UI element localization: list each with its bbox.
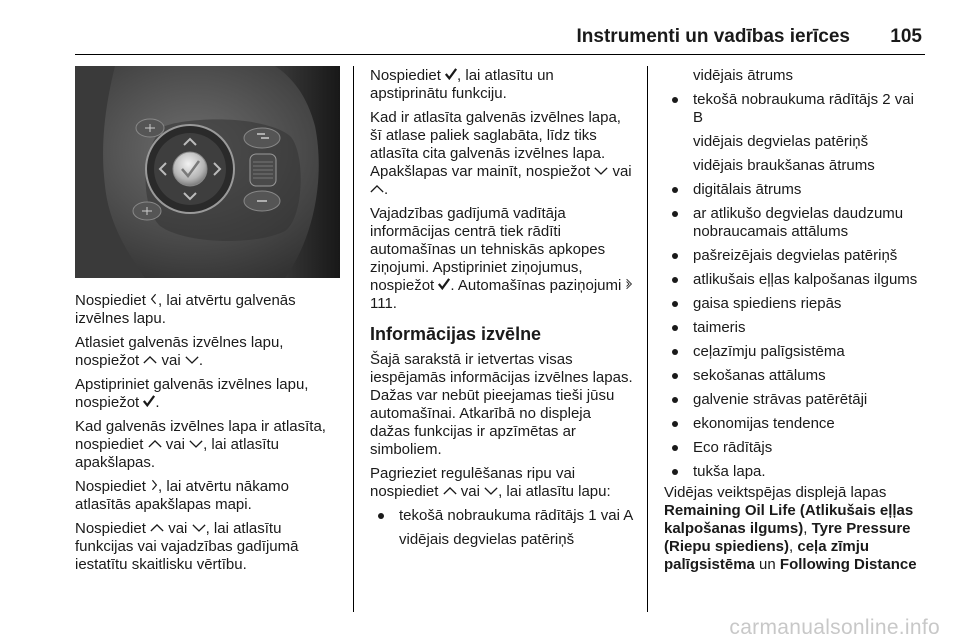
- chevron-down-icon: [484, 485, 498, 496]
- list-item: gaisa spiediens riepās: [664, 295, 926, 313]
- list-item: digitālais ātrums: [664, 181, 926, 199]
- column-2: [370, 67, 635, 555]
- chevron-right-icon: [150, 479, 158, 491]
- sub-item: vidējais braukšanas ātrums: [693, 157, 875, 174]
- list-item: atlikušais eļļas kalpošanas ilgums: [664, 271, 926, 289]
- list-item: Eco rādītājs: [664, 439, 926, 457]
- paragraph: Kad galvenās izvēlnes lapa ir atlasīta, nospiediet vai , lai atlasītu apakšlapas.: [75, 418, 326, 471]
- chevron-down-icon: [189, 438, 203, 449]
- chevron-down-icon: [185, 354, 199, 365]
- chevron-up-icon: [443, 485, 457, 496]
- paragraph: Vidējas veiktspējas displejā lapas Remaining Oil Life (Atlikušais eļļas kalpošanas ilgums), Tyre Pressure (Riepu spiediens), ceļa zīmju palīgsistēma un Following Distance: [664, 484, 917, 573]
- paragraph: Nospiediet vai , lai atlasītu funkcijas vai vajadzības gadījumā iestatītu skaitlisku vērtību.: [75, 520, 299, 573]
- list-item: ekonomijas tendence: [664, 415, 926, 433]
- chevron-left-icon: [150, 293, 158, 305]
- checkmark-icon: [445, 68, 457, 80]
- list-item: ar atlikušo degvielas daudzumu nobraucamais attālums: [664, 205, 926, 241]
- reference-arrow-icon: [625, 278, 633, 290]
- section-heading: Informācijas izvēlne: [370, 324, 542, 344]
- checkmark-icon: [438, 278, 450, 290]
- sub-item: vidējais ātrums: [693, 67, 794, 84]
- list-item: galvenie strāvas patērētāji: [664, 391, 926, 409]
- list-item: tekošā nobraukuma rādītājs 2 vai B: [664, 91, 926, 127]
- column-1: [75, 292, 343, 580]
- chevron-up-icon: [370, 183, 384, 194]
- page-number: 105: [890, 26, 922, 47]
- list-item: ceļazīmju palīgsistēma: [664, 343, 926, 361]
- paragraph: Nospiediet , lai atvērtu galvenās izvēlnes lapu.: [75, 292, 296, 327]
- paragraph: Apstipriniet galvenās izvēlnes lapu, nospiežot .: [75, 376, 309, 411]
- checkmark-icon: [143, 395, 155, 407]
- sub-item: vidējais degvielas patēriņš: [399, 531, 575, 548]
- bullet-list: [664, 91, 926, 127]
- paragraph: Atlasiet galvenās izvēlnes lapu, nospiežot vai .: [75, 334, 284, 369]
- paragraph: Pagrieziet regulēšanas ripu vai nospiediet vai , lai atlasītu lapu:: [370, 465, 611, 500]
- column-divider-1: [353, 66, 354, 612]
- paragraph: Kad ir atlasīta galvenās izvēlnes lapa, šī atlase paliek saglabāta, līdz tiks atlasīta cita galvenās izvēlnes lapa. Apakšlapas var mainīt, nospiežot vai .: [370, 109, 632, 198]
- chevron-up-icon: [150, 522, 164, 533]
- paragraph: Nospiediet , lai atlasītu un apstiprinātu funkciju.: [370, 67, 554, 102]
- list-item: sekošanas attālums: [664, 367, 926, 385]
- list-item: taimeris: [664, 319, 926, 337]
- paragraph: Šajā sarakstā ir ietvertas visas iespējamās informācijas izvēlnes lapas. Dažas var nebūt pieejamas tieši jūsu automašīnai. Atkarībā no displeja dažas funkcijas ir apzīmētas ar simboliem.: [370, 351, 633, 458]
- paragraph: Vajadzības gadījumā vadītāja informācijas centrā tiek rādīti automašīnas un tehniskās apkopes ziņojumi. Apstipriniet ziņojumus, nospiežot . Automašīnas paziņojumi 111.: [370, 205, 635, 313]
- chevron-up-icon: [148, 438, 162, 449]
- page-title: Instrumenti un vadības ierīces: [576, 26, 850, 47]
- column-divider-2: [647, 66, 648, 612]
- sub-item: vidējais degvielas patēriņš: [693, 133, 869, 150]
- chevron-down-icon: [594, 165, 608, 176]
- list-item: tukša lapa.: [664, 463, 926, 481]
- list-item: tekošā nobraukuma rādītājs 1 vai A: [370, 507, 635, 525]
- list-item: pašreizējais degvielas patēriņš: [664, 247, 926, 265]
- header-rule: [75, 54, 925, 55]
- column-3: [664, 67, 926, 580]
- steering-wheel-controls-photo: [75, 66, 340, 278]
- chevron-down-icon: [192, 522, 206, 533]
- bullet-list: [370, 507, 635, 525]
- chevron-up-icon: [143, 354, 157, 365]
- watermark: carmanualsonline.info: [729, 616, 940, 639]
- bullet-list: [664, 181, 926, 481]
- paragraph: Nospiediet , lai atvērtu nākamo atlasītās apakšlapas mapi.: [75, 478, 289, 513]
